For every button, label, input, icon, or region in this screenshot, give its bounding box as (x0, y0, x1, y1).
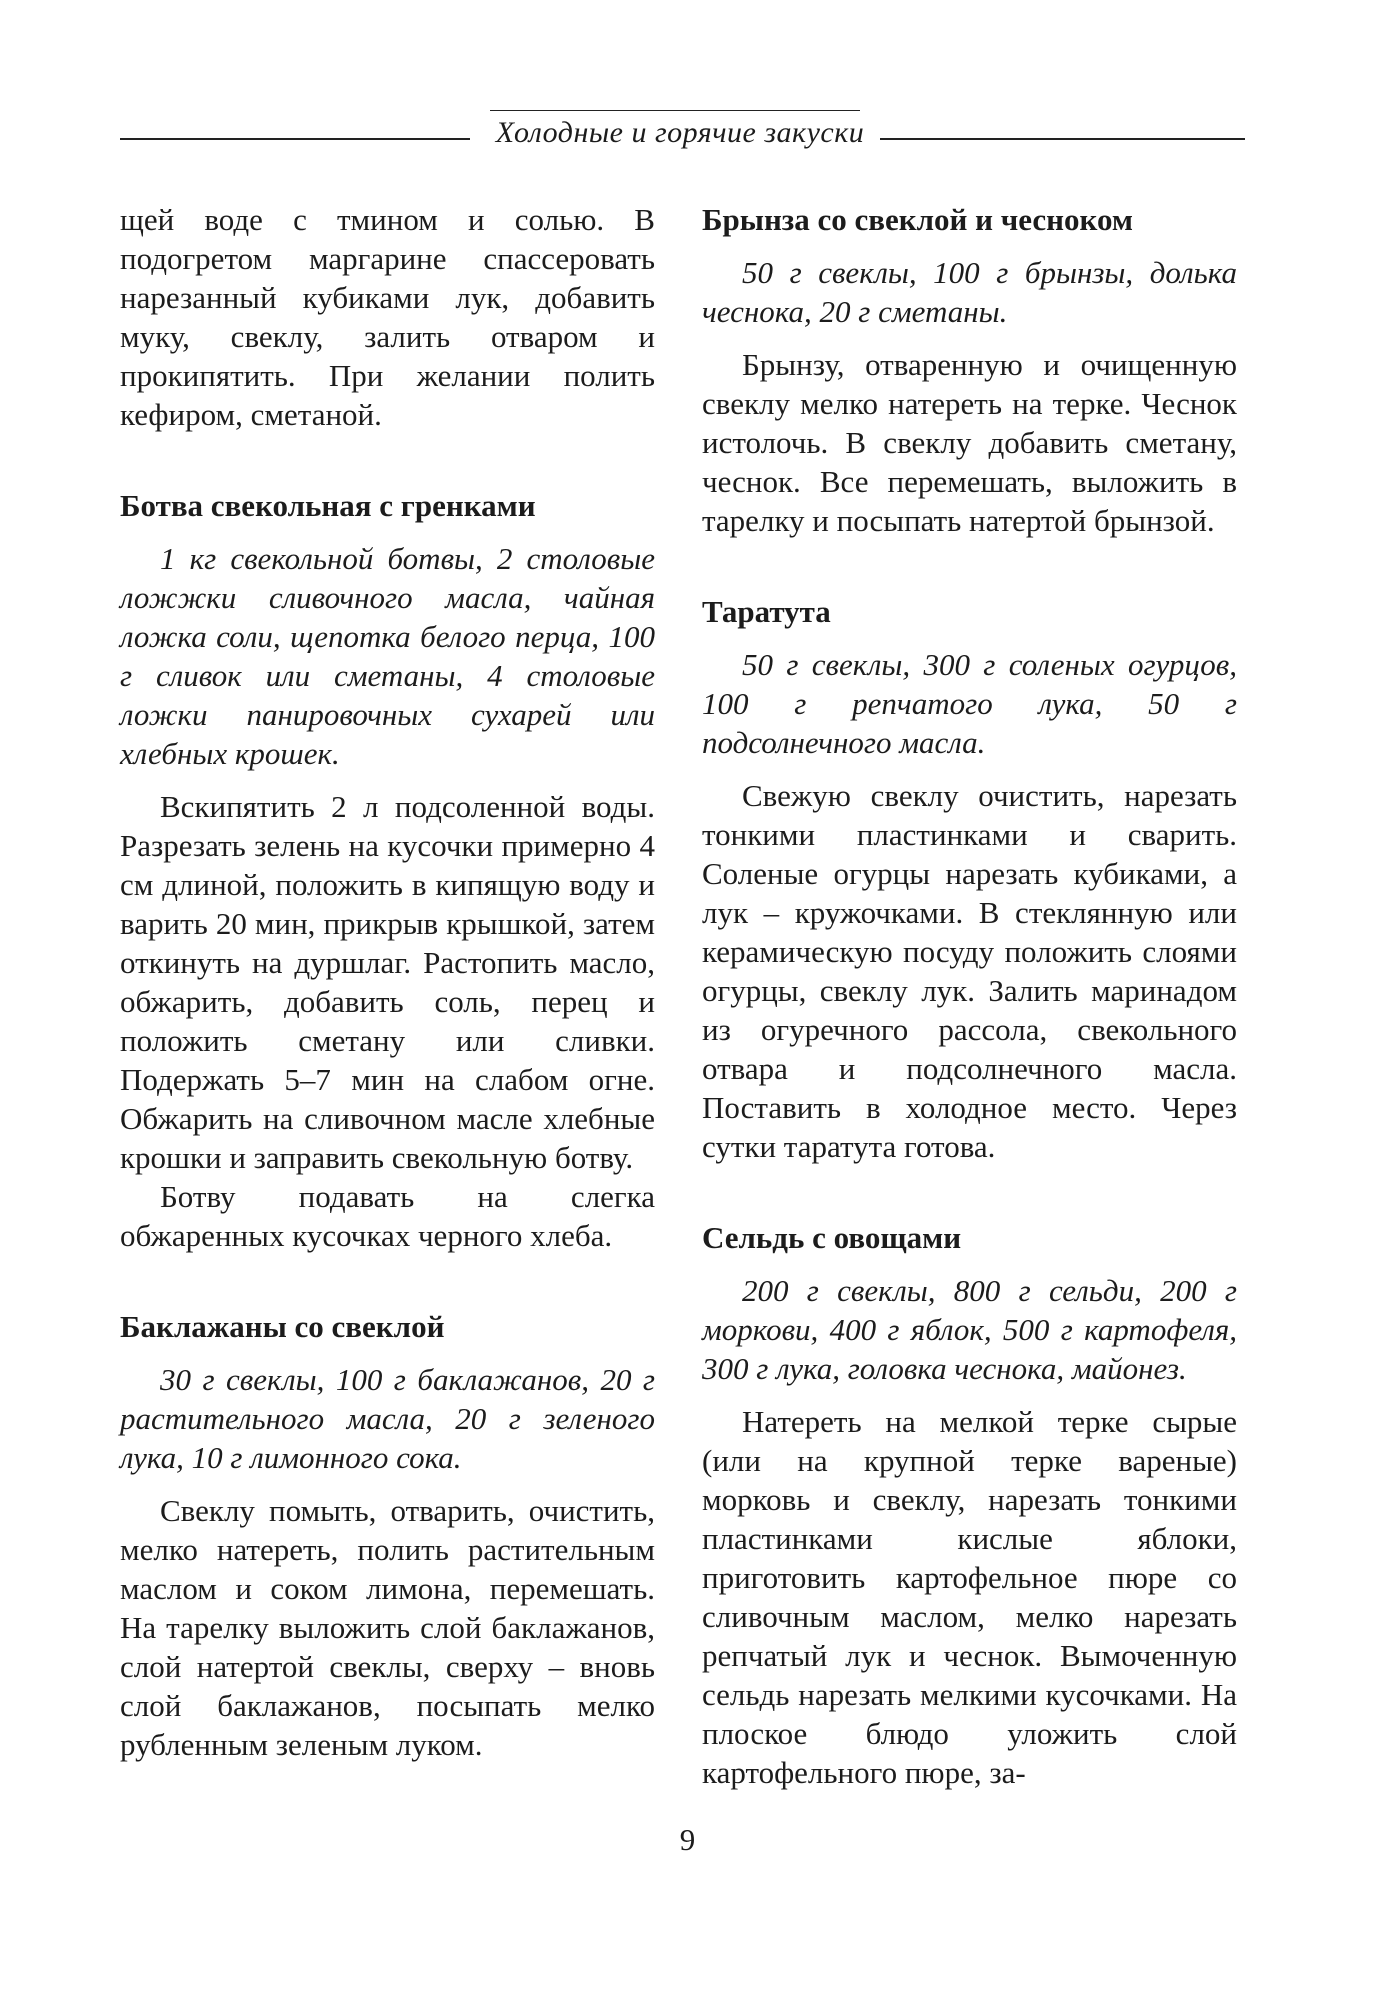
recipe-title: Ботва свекольная с гренками (120, 488, 536, 523)
recipe-steps: Вскипятить 2 л подсоленной воды. Разрезать зелень на кусочки примерно 4 см длиной, положить в кипящую воду и варить 20 мин, прикрыв крышкой, затем откинуть на дуршлаг. Растопить масло, обжарить, добавить соль, перец и положить сметану или сливки. Подержать 5–7 мин на слабом огне. Обжарить на сливочном масле хлебные крошки и заправить свекольную ботву. (120, 789, 655, 1175)
running-header (120, 110, 1245, 160)
page-number: 9 (679, 1822, 696, 1857)
header-rule-left (120, 138, 470, 140)
right-column (702, 200, 1237, 1792)
recipe-ingredients: 50 г свеклы, 300 г соленых огурцов, 100 г репчатого лука, 50 г подсолнечного масла. (702, 647, 1237, 760)
recipe-steps: Свежую свеклу очистить, нарезать тонкими пластинками и сварить. Соленые огурцы нарезать кубиками, а лук – кружочками. В стеклянную или керамическую посуду положить слоями огурцы, свеклу лук. Залить маринадом из огуречного рассола, свекольного отвара и подсолнечного масла. Поставить в холодное место. Через сутки таратута готова. (702, 778, 1237, 1164)
header-rule-right (880, 138, 1245, 140)
header-top-rule (490, 110, 860, 111)
recipe-title: Баклажаны со свеклой (120, 1309, 445, 1344)
recipe-ingredients: 1 кг свекольной ботвы, 2 столовые ложжки сливочного масла, чайная ложка соли, щепотка белого перца, 100 г сливок или сметаны, 4 столовые ложки панировочных сухарей или хлебных крошек. (120, 541, 655, 771)
recipe-title: Таратута (702, 594, 831, 629)
continuation-paragraph: щей воде с тмином и солью. В подогретом маргарине спассеровать нарезанный кубиками лук, добавить муку, свеклу, залить отваром и прокипятить. При желании полить кефиром, сметаной. (120, 202, 655, 432)
recipe-steps: Ботву подавать на слегка обжаренных кусочках черного хлеба. (120, 1179, 655, 1253)
running-title: Холодные и горячие закуски (495, 116, 865, 149)
recipe-ingredients: 200 г свеклы, 800 г сельди, 200 г моркови, 400 г яблок, 500 г картофеля, 300 г лука, головка чеснока, майонез. (702, 1273, 1237, 1386)
recipe-title: Брынза со свеклой и чесноком (702, 202, 1133, 237)
recipe-ingredients: 30 г свеклы, 100 г баклажанов, 20 г растительного масла, 20 г зеленого лука, 10 г лимонного сока. (120, 1362, 655, 1475)
recipe-title: Сельдь с овощами (702, 1220, 962, 1255)
recipe-steps: Брынзу, отваренную и очищенную свеклу мелко натереть на терке. Чеснок истолочь. В свеклу добавить сметану, чеснок. Все перемешать, выложить в тарелку и посыпать натертой брынзой. (702, 347, 1237, 538)
recipe-ingredients: 50 г свеклы, 100 г брынзы, долька чеснока, 20 г сметаны. (702, 255, 1237, 329)
recipe-steps: Свеклу помыть, отварить, очистить, мелко натереть, полить растительным маслом и соком лимона, перемешать. На тарелку выложить слой баклажанов, слой натертой свеклы, сверху – вновь слой баклажанов, посыпать мелко рубленным зеленым луком. (120, 1493, 655, 1762)
recipe-steps: Натереть на мелкой терке сырые (или на крупной терке вареные) морковь и свеклу, нарезать тонкими пластинками кислые яблоки, приготовить картофельное пюре со сливочным маслом, мелко нарезать репчатый лук и чеснок. Вымоченную сельдь нарезать мелкими кусочками. На плоское блюдо уложить слой картофельного пюре, за- (702, 1404, 1237, 1790)
left-column (120, 200, 655, 1764)
